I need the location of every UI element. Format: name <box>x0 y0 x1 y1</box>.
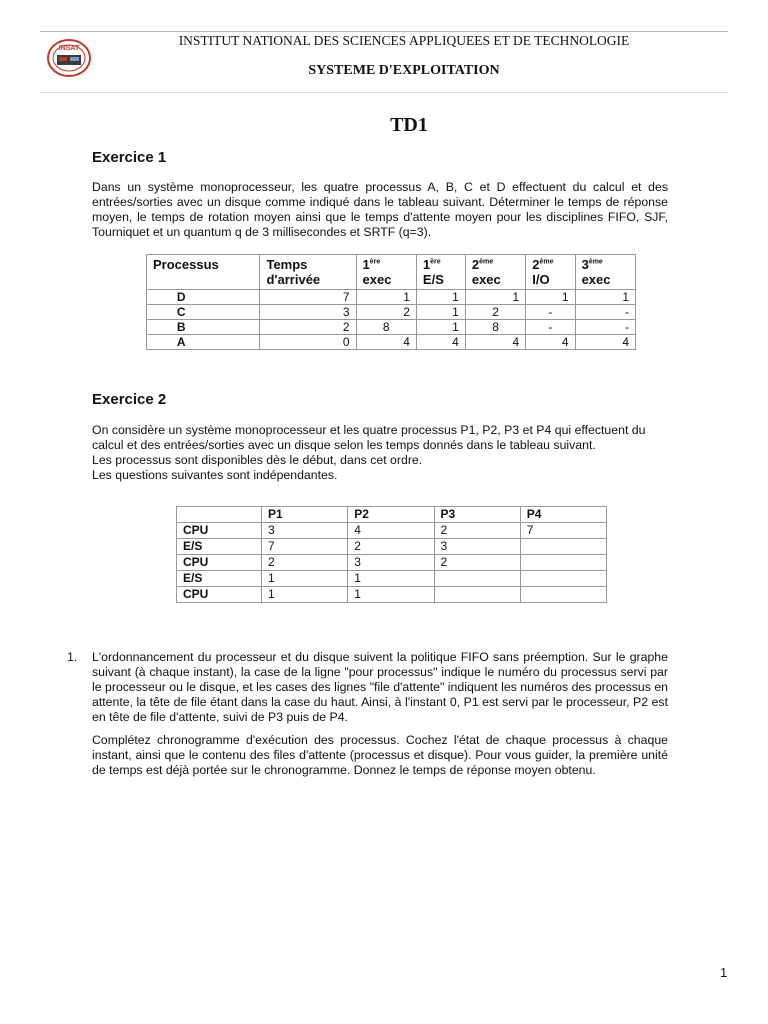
exercice1-table <box>146 254 636 350</box>
cell: 1 <box>526 290 575 305</box>
institute-name: INSTITUT NATIONAL DES SCIENCES APPLIQUEES ET DE TECHNOLOGIE <box>178 33 630 48</box>
table-row <box>177 587 607 603</box>
row-label: CPU <box>177 555 262 571</box>
header-p1: P1 <box>262 507 348 523</box>
cell: 7 <box>260 290 356 305</box>
question1-number: 1. <box>67 650 78 664</box>
cell: 1 <box>262 587 348 603</box>
cell: 4 <box>356 335 416 350</box>
logo-text: INSAT <box>58 45 80 52</box>
header-exec2: 2ème exec <box>465 255 525 290</box>
cell: 2 <box>434 523 520 539</box>
cell <box>434 587 520 603</box>
cell: 2 <box>465 305 525 320</box>
cell: C <box>147 305 260 320</box>
paragraph-line: Les processus sont disponibles dès le début, dans cet ordre. <box>92 453 423 467</box>
cell: 1 <box>348 571 434 587</box>
row-label: E/S <box>177 539 262 555</box>
header-io1: 1ère E/S <box>416 255 465 290</box>
document-title: TD1 <box>390 114 428 136</box>
cell: A <box>147 335 260 350</box>
table-row <box>147 320 636 335</box>
paragraph-line: On considère un système monoprocesseur et les quatre processus P1, P2, P3 et P4 qui effectuent du <box>92 423 646 437</box>
cell: 3 <box>434 539 520 555</box>
table-row <box>177 539 607 555</box>
cell: 2 <box>262 555 348 571</box>
cell <box>520 587 606 603</box>
cell: 2 <box>348 539 434 555</box>
cell: 1 <box>416 320 465 335</box>
cell: 1 <box>356 290 416 305</box>
header-processus: Processus <box>147 255 260 290</box>
cell: 4 <box>416 335 465 350</box>
cell: 2 <box>434 555 520 571</box>
insat-logo <box>46 38 92 78</box>
cell <box>520 539 606 555</box>
cell: D <box>147 290 260 305</box>
table-header-row <box>177 507 607 523</box>
header-bottom-rule <box>40 92 728 93</box>
cell: 3 <box>260 305 356 320</box>
cell: 4 <box>465 335 525 350</box>
header-exec1: 1ère exec <box>356 255 416 290</box>
table-row <box>147 290 636 305</box>
table-row <box>147 335 636 350</box>
header-p3: P3 <box>434 507 520 523</box>
cell: B <box>147 320 260 335</box>
cell: 1 <box>416 305 465 320</box>
header-arrival: Temps d'arrivée <box>260 255 356 290</box>
cell: 1 <box>416 290 465 305</box>
cell: 2 <box>356 305 416 320</box>
question1-paragraph: L'ordonnancement du processeur et du disque suivent la politique FIFO sans préemption. Sur le graphe suivant (à chaque instant), la case de la ligne "pour processus" indique le numéro du processus servi par le processeur ou le disque, et les cases des lignes "file d'attente" indiquent les numéros des processus en attente, la tête de file étant dans la case du haut. Ainsi, à l'instant 0, P1 est servi par le processeur, P2 est en tête de file d'attente, suivi de P3 puis de P4. <box>92 650 668 724</box>
cell: 8 <box>356 320 416 335</box>
header-exec3: 3ème exec <box>575 255 635 290</box>
cell: 3 <box>262 523 348 539</box>
exercice2-title: Exercice 2 <box>92 391 167 408</box>
table-header-row <box>147 255 636 290</box>
header-top-rule <box>40 31 728 32</box>
cell: - <box>575 320 635 335</box>
cell: - <box>526 305 575 320</box>
cell: 4 <box>575 335 635 350</box>
header-p4: P4 <box>520 507 606 523</box>
header-io2: 2ème I/O <box>526 255 575 290</box>
cell <box>520 555 606 571</box>
cell: 7 <box>520 523 606 539</box>
cell: 1 <box>465 290 525 305</box>
cell: 2 <box>260 320 356 335</box>
row-label: CPU <box>177 587 262 603</box>
table-row <box>177 555 607 571</box>
exercice2-table <box>176 506 607 603</box>
cell <box>520 571 606 587</box>
table-row <box>177 571 607 587</box>
exercice1-paragraph: Dans un système monoprocesseur, les quatre processus A, B, C et D effectuent du calcul et des entrées/sorties avec un disque comme indiqué dans le tableau suivant. Déterminer le temps de réponse moyen, le temps de rotation moyen ainsi que le temps d'attente moyen pour les disciplines FIFO, SJF, Tourniquet et un quantum q de 3 millisecondes et SRTF (q=3). <box>92 180 668 239</box>
course-title: SYSTEME D'EXPLOITATION <box>308 63 500 78</box>
cell <box>434 571 520 587</box>
cell: 4 <box>526 335 575 350</box>
cell: 8 <box>465 320 525 335</box>
exercice2-paragraph <box>92 423 668 483</box>
cell: 4 <box>348 523 434 539</box>
question1-instructions: Complétez chronogramme d'exécution des processus. Cochez l'état de chaque processus à chaque instant, ainsi que le contenu des files d'attente (processus et disque). Pour vous guider, la première unité de temps est déjà portée sur le chronogramme. Donnez le temps de réponse moyen obtenu. <box>92 733 668 777</box>
exercice1-title: Exercice 1 <box>92 149 167 166</box>
cell: 1 <box>262 571 348 587</box>
cell: 1 <box>575 290 635 305</box>
cell: 0 <box>260 335 356 350</box>
cell: - <box>575 305 635 320</box>
row-label: E/S <box>177 571 262 587</box>
row-label: CPU <box>177 523 262 539</box>
page-number: 1 <box>720 965 728 980</box>
header-empty <box>177 507 262 523</box>
table-row <box>147 305 636 320</box>
cell: 7 <box>262 539 348 555</box>
table-row <box>177 523 607 539</box>
cell: - <box>526 320 575 335</box>
paragraph-line: Les questions suivantes sont indépendantes. <box>92 468 338 482</box>
paragraph-line: calcul et des entrées/sorties avec un disque selon les temps donnés dans le tableau suivant. <box>92 438 596 452</box>
cell: 1 <box>348 587 434 603</box>
header-p2: P2 <box>348 507 434 523</box>
cell: 3 <box>348 555 434 571</box>
